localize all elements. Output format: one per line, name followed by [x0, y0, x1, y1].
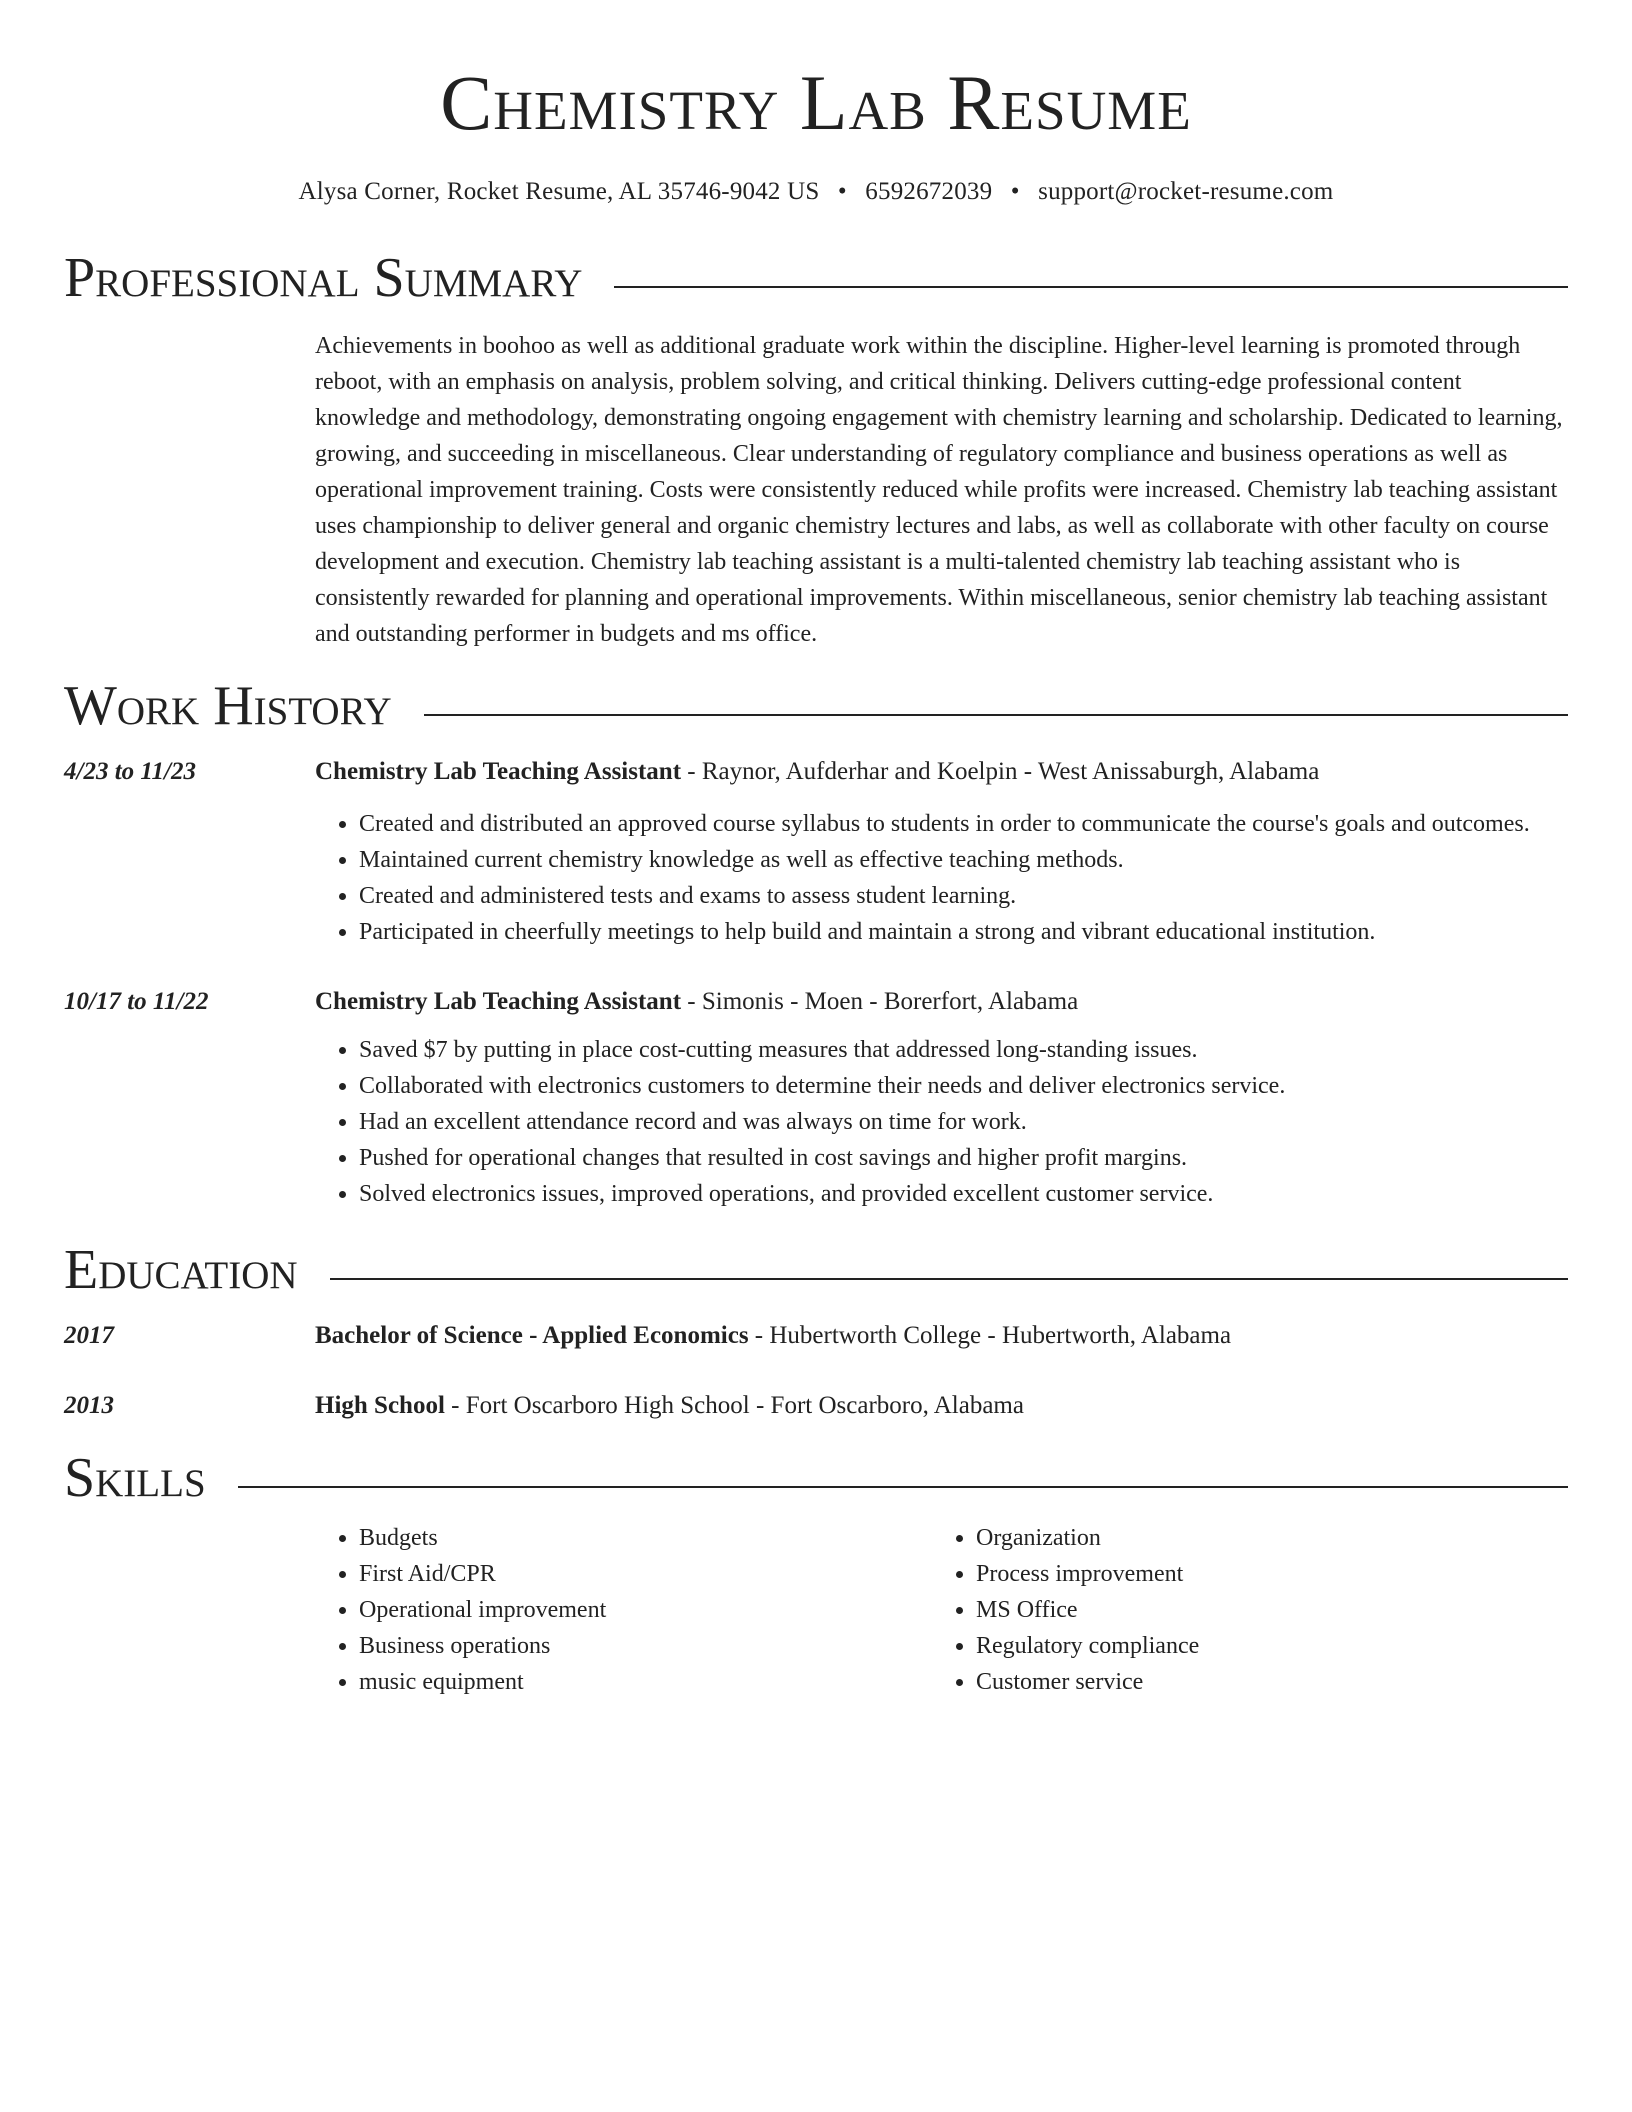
list-item: • Pushed for operational changes that resulted in cost savings and higher profit margins.: [359, 1140, 1568, 1176]
summary-section-header: [64, 247, 1568, 309]
education-entry: [64, 1388, 1568, 1424]
job-bullets: [315, 806, 1568, 950]
contact-phone: 6592672039: [865, 178, 993, 205]
contact-separator: •: [1010, 178, 1020, 205]
job-dates: 10/17 to 11/22: [64, 988, 209, 1015]
contact-separator: •: [837, 178, 847, 205]
job-entry: [64, 984, 1568, 1212]
skill-item: • Operational improvement: [359, 1592, 932, 1628]
skills-gutter: [64, 1506, 315, 1700]
skill-item: • First Aid/CPR: [359, 1556, 932, 1592]
section-divider: [424, 714, 1568, 716]
education-section-header: [64, 1239, 1568, 1301]
education-year: 2013: [64, 1392, 114, 1419]
education-entry: [64, 1318, 1568, 1354]
job-employer: - Raynor, Aufderhar and Koelpin - West Anissaburgh, Alabama: [681, 758, 1320, 785]
skills-list-right: [932, 1520, 1199, 1700]
skill-item: • Regulatory compliance: [976, 1628, 1199, 1664]
skills-list-left: [315, 1520, 932, 1700]
skills-heading: Skills: [64, 1447, 206, 1509]
skill-item: • Organization: [976, 1520, 1199, 1556]
job-entry: [64, 754, 1568, 950]
list-item: • Participated in cheerfully meetings to help build and maintain a strong and vibrant educational institution.: [359, 914, 1568, 950]
job-body: [315, 984, 1568, 1212]
education-body: [315, 1388, 1568, 1424]
skill-item: • Budgets: [359, 1520, 932, 1556]
section-divider: [330, 1278, 1568, 1280]
skills-lists: [315, 1520, 1568, 1700]
education-school: - Hubertworth College - Hubertworth, Alabama: [748, 1322, 1232, 1349]
job-title: Chemistry Lab Teaching Assistant: [315, 758, 682, 785]
summary-heading: Professional Summary: [64, 247, 583, 309]
education-heading: Education: [64, 1239, 298, 1301]
skills-row: [64, 1506, 1568, 1700]
skill-item: • Process improvement: [976, 1556, 1199, 1592]
work-section-header: [64, 675, 1568, 737]
job-dates: 4/23 to 11/23: [64, 758, 196, 785]
job-heading: [315, 984, 1568, 1020]
skill-item: • Business operations: [359, 1628, 932, 1664]
list-item: • Maintained current chemistry knowledge as well as effective teaching methods.: [359, 842, 1568, 878]
section-divider: [238, 1486, 1568, 1488]
work-heading: Work History: [64, 675, 392, 737]
education-body: [315, 1318, 1568, 1354]
list-item: • Solved electronics issues, improved operations, and provided excellent customer service.: [359, 1176, 1568, 1212]
job-body: [315, 754, 1568, 950]
education-year: 2017: [64, 1322, 114, 1349]
summary-row: [64, 328, 1568, 652]
skills-section-header: [64, 1447, 1568, 1509]
list-item: • Had an excellent attendance record and was always on time for work.: [359, 1104, 1568, 1140]
skill-item: • MS Office: [976, 1592, 1199, 1628]
education-degree: High School: [315, 1392, 445, 1419]
list-item: • Saved $7 by putting in place cost-cutting measures that addressed long-standing issues.: [359, 1032, 1568, 1068]
education-school: - Fort Oscarboro High School - Fort Oscarboro, Alabama: [444, 1392, 1024, 1419]
section-divider: [614, 286, 1568, 288]
contact-email: support@rocket-resume.com: [1038, 178, 1334, 205]
skill-item: • music equipment: [359, 1664, 932, 1700]
summary-gutter: [64, 328, 315, 652]
resume-title: Chemistry Lab Resume: [440, 59, 1192, 146]
list-item: • Created and distributed an approved course syllabus to students in order to communicate the course's goals and outcomes.: [359, 806, 1568, 842]
list-item: • Collaborated with electronics customers to determine their needs and deliver electronics service.: [359, 1068, 1568, 1104]
job-heading: [315, 754, 1568, 790]
job-bullets: [315, 1032, 1568, 1212]
summary-text: Achievements in boohoo as well as additional graduate work within the discipline. Higher-level learning is promoted through reboot, with an emphasis on analysis, problem solving, and critical thinking. Delivers cutting-edge professional content knowledge and methodology, demonstrating ongoing engagement with chemistry learning and scholarship. Dedicated to learning, growing, and succeeding in miscellaneous. Clear understanding of regulatory compliance and business operations as well as operational improvement training. Costs were consistently reduced while profits were increased. Chemistry lab teaching assistant uses championship to deliver general and organic chemistry lectures and labs, as well as collaborate with other faculty on course development and execution. Chemistry lab teaching assistant is a multi-talented chemistry lab teaching assistant who is consistently rewarded for planning and operational improvements. Within miscellaneous, senior chemistry lab teaching assistant and outstanding performer in budgets and ms office.: [315, 333, 1563, 647]
list-item: • Created and administered tests and exams to assess student learning.: [359, 878, 1568, 914]
job-employer: - Simonis - Moen - Borerfort, Alabama: [681, 988, 1079, 1015]
skill-item: • Customer service: [976, 1664, 1199, 1700]
job-title: Chemistry Lab Teaching Assistant: [315, 988, 682, 1015]
contact-line: [64, 178, 1568, 206]
resume-page: [64, 0, 1568, 1700]
education-degree: Bachelor of Science - Applied Economics: [315, 1322, 749, 1349]
contact-address: Alysa Corner, Rocket Resume, AL 35746-9042 US: [298, 178, 820, 205]
